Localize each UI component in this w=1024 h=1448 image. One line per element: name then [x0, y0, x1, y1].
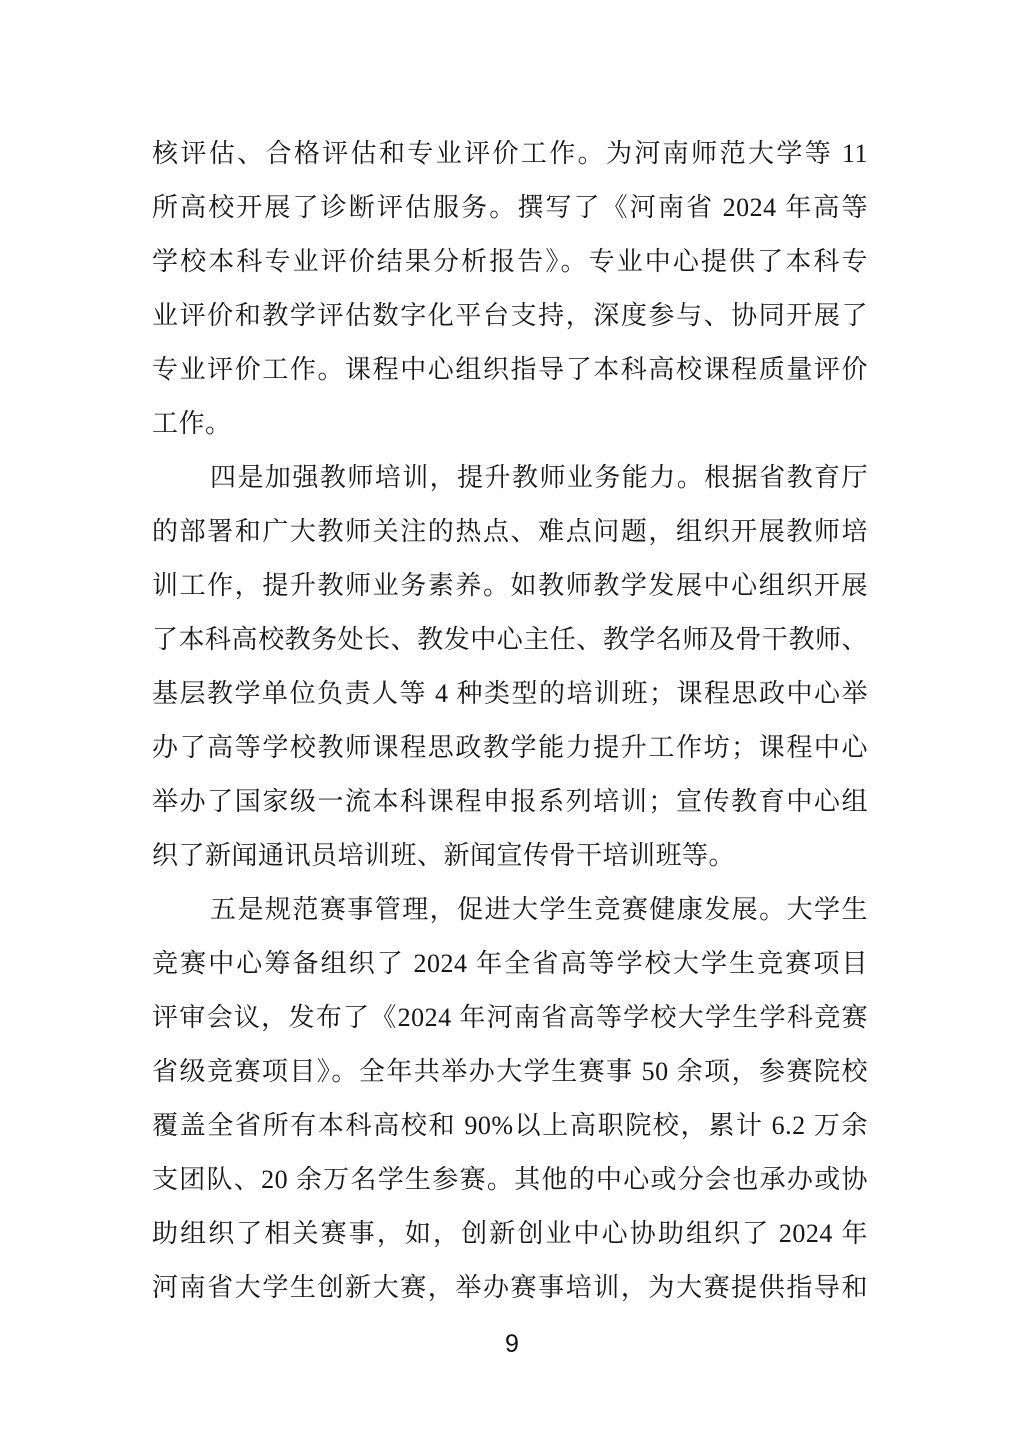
body-text-line: 省级竞赛项目》。全年共举办大学生赛事 50 余项，参赛院校 — [152, 1057, 868, 1086]
body-text-line: 织了新闻通讯员培训班、新闻宣传骨干培训班等。 — [152, 841, 736, 870]
body-text-line: 评审会议，发布了《2024 年河南省高等学校大学生学科竞赛 — [152, 1003, 868, 1032]
body-text — [152, 127, 868, 1315]
body-text-line: 基层教学单位负责人等 4 种类型的培训班；课程思政中心举 — [152, 679, 868, 708]
body-text-line: 业评价和教学评估数字化平台支持，深度参与、协同开展了 — [152, 301, 868, 330]
page-footer — [0, 1328, 1024, 1360]
body-text-line: 的部署和广大教师关注的热点、难点问题，组织开展教师培 — [152, 517, 868, 546]
body-text-line: 了本科高校教务处长、教发中心主任、教学名师及骨干教师、 — [152, 625, 868, 654]
body-text-line: 支团队、20 余万名学生参赛。其他的中心或分会也承办或协 — [152, 1165, 868, 1194]
page-number: 9 — [505, 1330, 519, 1358]
body-text-line: 竞赛中心筹备组织了 2024 年全省高等学校大学生竞赛项目 — [152, 949, 868, 978]
body-text-line: 五是规范赛事管理，促进大学生竞赛健康发展。大学生 — [210, 895, 868, 924]
body-text-line: 办了高等学校教师课程思政教学能力提升工作坊；课程中心 — [152, 733, 868, 762]
body-text-line: 工作。 — [152, 409, 232, 438]
body-text-line: 覆盖全省所有本科高校和 90%以上高职院校，累计 6.2 万余 — [152, 1111, 868, 1140]
body-text-line: 核评估、合格评估和专业评价工作。为河南师范大学等 11 — [152, 139, 868, 168]
body-text-line: 举办了国家级一流本科课程申报系列培训；宣传教育中心组 — [152, 787, 868, 816]
body-text-line: 河南省大学生创新大赛，举办赛事培训，为大赛提供指导和 — [152, 1273, 868, 1302]
body-text-line: 所高校开展了诊断评估服务。撰写了《河南省 2024 年高等 — [152, 193, 868, 222]
body-text-line: 学校本科专业评价结果分析报告》。专业中心提供了本科专 — [152, 247, 868, 276]
body-text-line: 专业评价工作。课程中心组织指导了本科高校课程质量评价 — [152, 355, 868, 384]
body-text-line: 助组织了相关赛事，如，创新创业中心协助组织了 2024 年 — [152, 1219, 868, 1248]
body-text-line: 训工作，提升教师业务素养。如教师教学发展中心组织开展 — [152, 571, 868, 600]
body-text-line: 四是加强教师培训，提升教师业务能力。根据省教育厅 — [210, 463, 868, 492]
